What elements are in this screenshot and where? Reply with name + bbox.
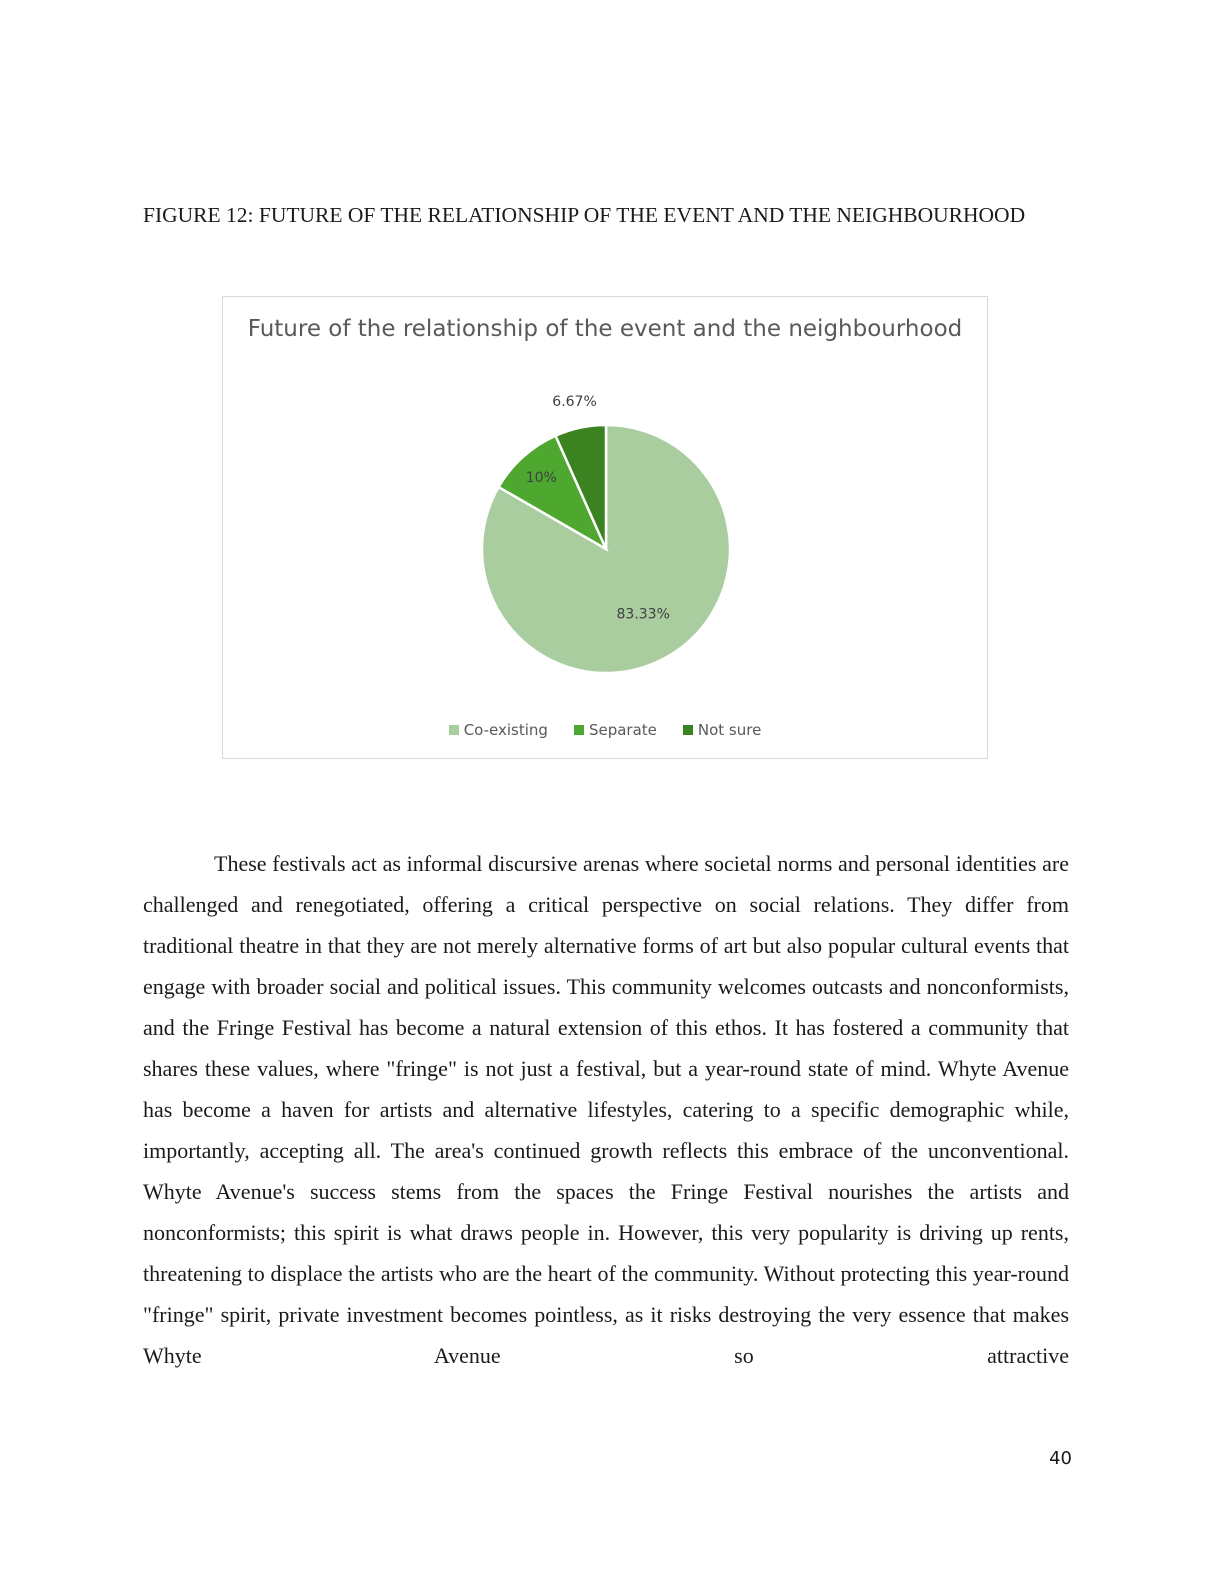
legend-item-not-sure	[683, 721, 761, 739]
pie-chart-svg	[223, 297, 989, 760]
legend-swatch	[449, 725, 459, 735]
chart-legend	[223, 721, 987, 739]
data-label: 83.33%	[616, 606, 670, 623]
legend-swatch	[683, 725, 693, 735]
legend-label: Separate	[588, 721, 657, 739]
pie-chart	[222, 296, 988, 759]
chart-title: Future of the relationship of the event and the neighbourhood	[247, 316, 963, 342]
page-number: 40	[1049, 1448, 1072, 1469]
legend-item-co-existing	[449, 721, 548, 739]
legend-label: Co-existing	[463, 721, 548, 739]
data-label: 6.67%	[552, 394, 597, 411]
figure-caption: FIGURE 12: FUTURE OF THE RELATIONSHIP OF THE EVENT AND THE NEIGHBOURHOOD	[143, 203, 1026, 227]
body-paragraph: These festivals act as informal discursive arenas where societal norms and personal identities are challenged and renegotiated, offering a critical perspective on social relations. They differ from traditional theatre in that they are not merely alternative forms of art but also popular cultural events that engage with broader social and political issues. This community welcomes outcasts and nonconformists, and the Fringe Festival has become a natural extension of this ethos. It has fostered a community that shares these values, where "fringe" is not just a festival, but a year-round state of mind. Whyte Avenue has become a haven for artists and alternative lifestyles, catering to a specific demographic while, importantly, accepting all. The area's continued growth reflects this embrace of the unconventional. Whyte Avenue's success stems from the spaces the Fringe Festival nourishes the artists and nonconformists; this spirit is what draws people in. However, this very popularity is driving up rents, threatening to displace the artists who are the heart of the community. Without protecting this year-round "fringe" spirit, private investment becomes pointless, as it risks destroying the very essence that makes Whyte Avenue so attractive	[143, 851, 1069, 1368]
legend-item-separate	[574, 721, 657, 739]
legend-label: Not sure	[697, 721, 762, 739]
legend-swatch	[574, 725, 584, 735]
data-label: 10%	[525, 470, 557, 487]
